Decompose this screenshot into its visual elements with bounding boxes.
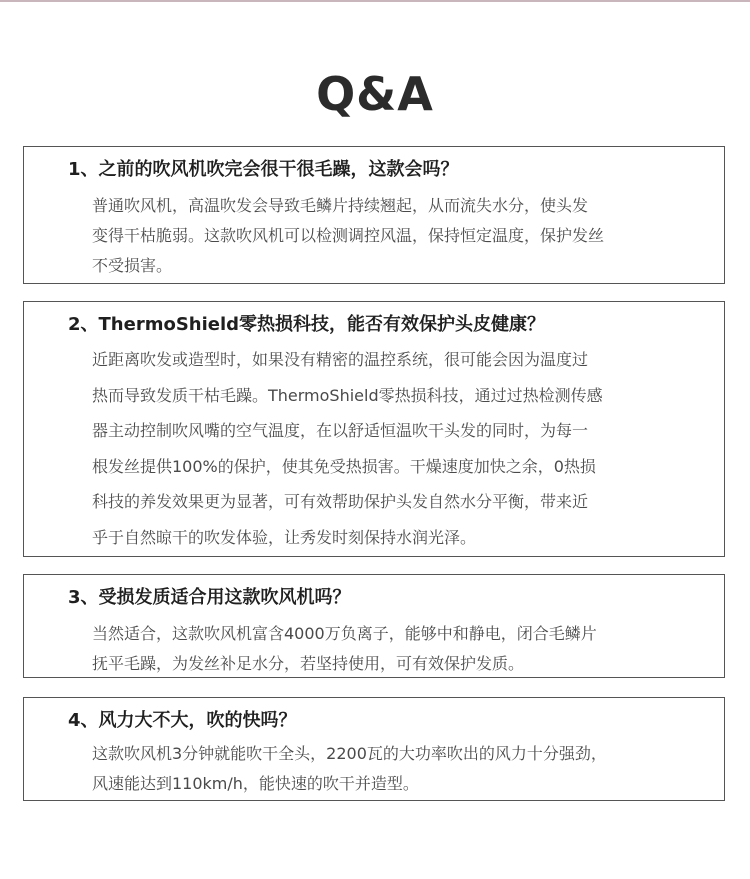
qa-answer: [92, 342, 603, 555]
answer-line: 科技的养发效果更为显著，可有效帮助保护头发自然水分平衡，带来近: [92, 492, 589, 511]
qa-card: [23, 574, 725, 678]
qa-answer: [92, 739, 607, 799]
qa-answer: [92, 191, 604, 281]
answer-line: 不受损害。: [92, 256, 173, 275]
answer-line: 这款吹风机3分钟就能吹干全头，2200瓦的大功率吹出的风力十分强劲，: [92, 744, 607, 763]
answer-line: 变得干枯脆弱。这款吹风机可以检测调控风温，保持恒定温度，保护发丝: [92, 226, 605, 245]
answer-line: 根发丝提供100%的保护，使其免受热损害。干燥速度加快之余，0热损: [92, 456, 596, 476]
answer-line: 器主动控制吹风嘴的空气温度，在以舒适恒温吹干头发的同时，为每一: [92, 421, 589, 440]
top-divider: [0, 0, 750, 2]
qa-question: 4、风力大不大，吹的快吗？: [68, 710, 297, 731]
answer-line: 热而导致发质干枯毛躁。ThermoShield零热损科技，通过过热检测传感: [92, 385, 603, 405]
qa-answer: [92, 619, 597, 679]
qa-card: [23, 146, 725, 284]
answer-line: 乎于自然晾干的吹发体验，让秀发时刻保持水润光泽。: [92, 527, 477, 547]
qa-question: 1、之前的吹风机吹完会很干很毛躁，这款会吗？: [68, 159, 459, 180]
qa-card: [23, 697, 725, 801]
qa-card: [23, 301, 725, 557]
qa-question: 2、ThermoShield零热损科技，能否有效保护头皮健康？: [68, 314, 546, 335]
answer-line: 抚平毛躁，为发丝补足水分，若坚持使用，可有效保护发质。: [92, 654, 525, 673]
page-title: Q&A: [316, 67, 434, 121]
qa-question: 3、受损发质适合用这款吹风机吗？: [68, 587, 351, 608]
answer-line: 风速能达到110km/h，能快速的吹干并造型。: [92, 774, 419, 793]
answer-line: 普通吹风机，高温吹发会导致毛鳞片持续翘起，从而流失水分，使头发: [92, 196, 589, 215]
answer-line: 近距离吹发或造型时，如果没有精密的温控系统，很可能会因为温度过: [92, 350, 589, 369]
answer-line: 当然适合，这款吹风机富含4000万负离子，能够中和静电，闭合毛鳞片: [92, 624, 597, 643]
